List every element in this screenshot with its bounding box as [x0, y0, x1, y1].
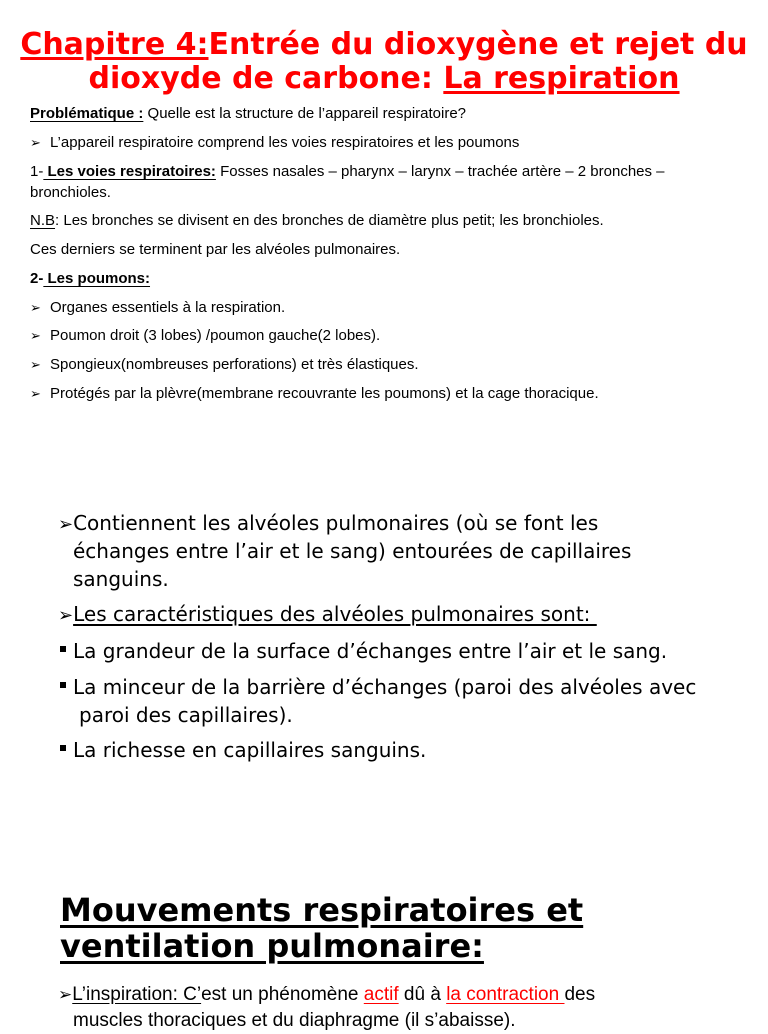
inspiration-label: L’inspiration: C’	[72, 984, 202, 1005]
square-item-text: La minceur de la barrière d’échanges (paroi des alvéoles avec	[73, 675, 697, 699]
inspiration-text-2: dû à	[398, 984, 447, 1005]
inspiration-text-1: est un phénomène	[201, 984, 364, 1005]
actif-highlight: actif	[363, 984, 399, 1005]
mouvements-title-line1: Mouvements respiratoires et	[60, 891, 584, 929]
nb-line	[30, 211, 604, 231]
poumons-heading	[30, 269, 150, 289]
contraction-highlight: la contraction	[446, 984, 565, 1005]
arrow-bullet-icon: ➢	[58, 605, 74, 626]
alveoles-text-line3: sanguins.	[73, 567, 169, 591]
square-item-text: La grandeur de la surface d’échanges entre l’air et le sang.	[73, 639, 668, 663]
voies-number: 1-	[30, 163, 44, 180]
chapter-title-highlight: La respiration	[443, 61, 680, 96]
poumons-number: 2-	[30, 270, 44, 287]
square-item	[60, 736, 426, 764]
voies-line1	[30, 162, 665, 182]
square-item	[60, 673, 696, 701]
caracteristiques-text: Les caractéristiques des alvéoles pulmonaires sont:	[73, 602, 597, 626]
poumon-bullet	[30, 326, 380, 346]
alveoles-text-line2: échanges entre l’air et le sang) entourées de capillaires	[73, 539, 632, 563]
arrow-bullet-icon: ➢	[30, 357, 41, 372]
square-item-text: La richesse en capillaires sanguins.	[73, 738, 427, 762]
intro-bullet-text: L’appareil respiratoire comprend les voies respiratoires et les poumons	[50, 134, 520, 151]
arrow-bullet-icon: ➢	[30, 300, 41, 315]
alveoles-text-line1: Contiennent les alvéoles pulmonaires (où se font les	[73, 511, 599, 535]
problematique-label: Problématique :	[30, 105, 144, 122]
nb-label: N.B	[30, 212, 56, 229]
poumon-bullet-text: Spongieux(nombreuses perforations) et très élastiques.	[50, 356, 419, 373]
poumon-bullet-text: Poumon droit (3 lobes) /poumon gauche(2 lobes).	[50, 327, 381, 344]
arrow-bullet-icon: ➢	[30, 135, 41, 150]
voies-label: Les voies respiratoires:	[43, 163, 216, 180]
square-bullet-icon	[60, 682, 66, 688]
mouvements-title	[60, 892, 583, 964]
inspiration-line2: muscles thoraciques et du diaphragme (il s’abaisse).	[73, 1010, 516, 1031]
nb-line2: Ces derniers se terminent par les alvéoles pulmonaires.	[30, 241, 401, 258]
square-item	[60, 637, 667, 665]
caracteristiques-bullet	[58, 600, 597, 630]
square-bullet-icon	[60, 646, 66, 652]
inspiration-bullet	[58, 982, 595, 1008]
poumon-bullet	[30, 298, 285, 318]
square-bullet-icon	[60, 745, 66, 751]
chapter-title	[10, 28, 758, 96]
voies-text: Fosses nasales – pharynx – larynx – trachée artère – 2 bronches –	[215, 163, 665, 180]
arrow-bullet-icon: ➢	[30, 328, 41, 343]
poumon-bullet-text: Protégés par la plèvre(membrane recouvrante les poumons) et la cage thoracique.	[50, 385, 599, 402]
alveoles-bullet	[58, 509, 598, 539]
problematique-line	[30, 104, 466, 124]
poumon-bullet	[30, 384, 599, 404]
nb-text: : Les bronches se divisent en des bronches de diamètre plus petit; les bronchioles.	[55, 212, 604, 229]
inspiration-text-3: des	[564, 984, 596, 1005]
problematique-text: Quelle est la structure de l’appareil respiratoire?	[143, 105, 467, 122]
chapter-number: Chapitre 4:	[20, 27, 209, 62]
arrow-bullet-icon: ➢	[58, 514, 74, 535]
voies-line2: bronchioles.	[30, 184, 111, 201]
mouvements-title-line2: ventilation pulmonaire:	[60, 927, 484, 965]
poumons-label: Les poumons:	[43, 270, 151, 287]
poumon-bullet	[30, 355, 419, 375]
intro-bullet	[30, 133, 519, 153]
square-item-text-line2: paroi des capillaires).	[79, 703, 293, 727]
arrow-bullet-icon: ➢	[30, 386, 41, 401]
chapter-title-text: Entrée du dioxygène et rejet du dioxyde de carbone:	[88, 27, 748, 96]
arrow-bullet-icon: ➢	[58, 985, 73, 1004]
poumon-bullet-text: Organes essentiels à la respiration.	[50, 299, 286, 316]
